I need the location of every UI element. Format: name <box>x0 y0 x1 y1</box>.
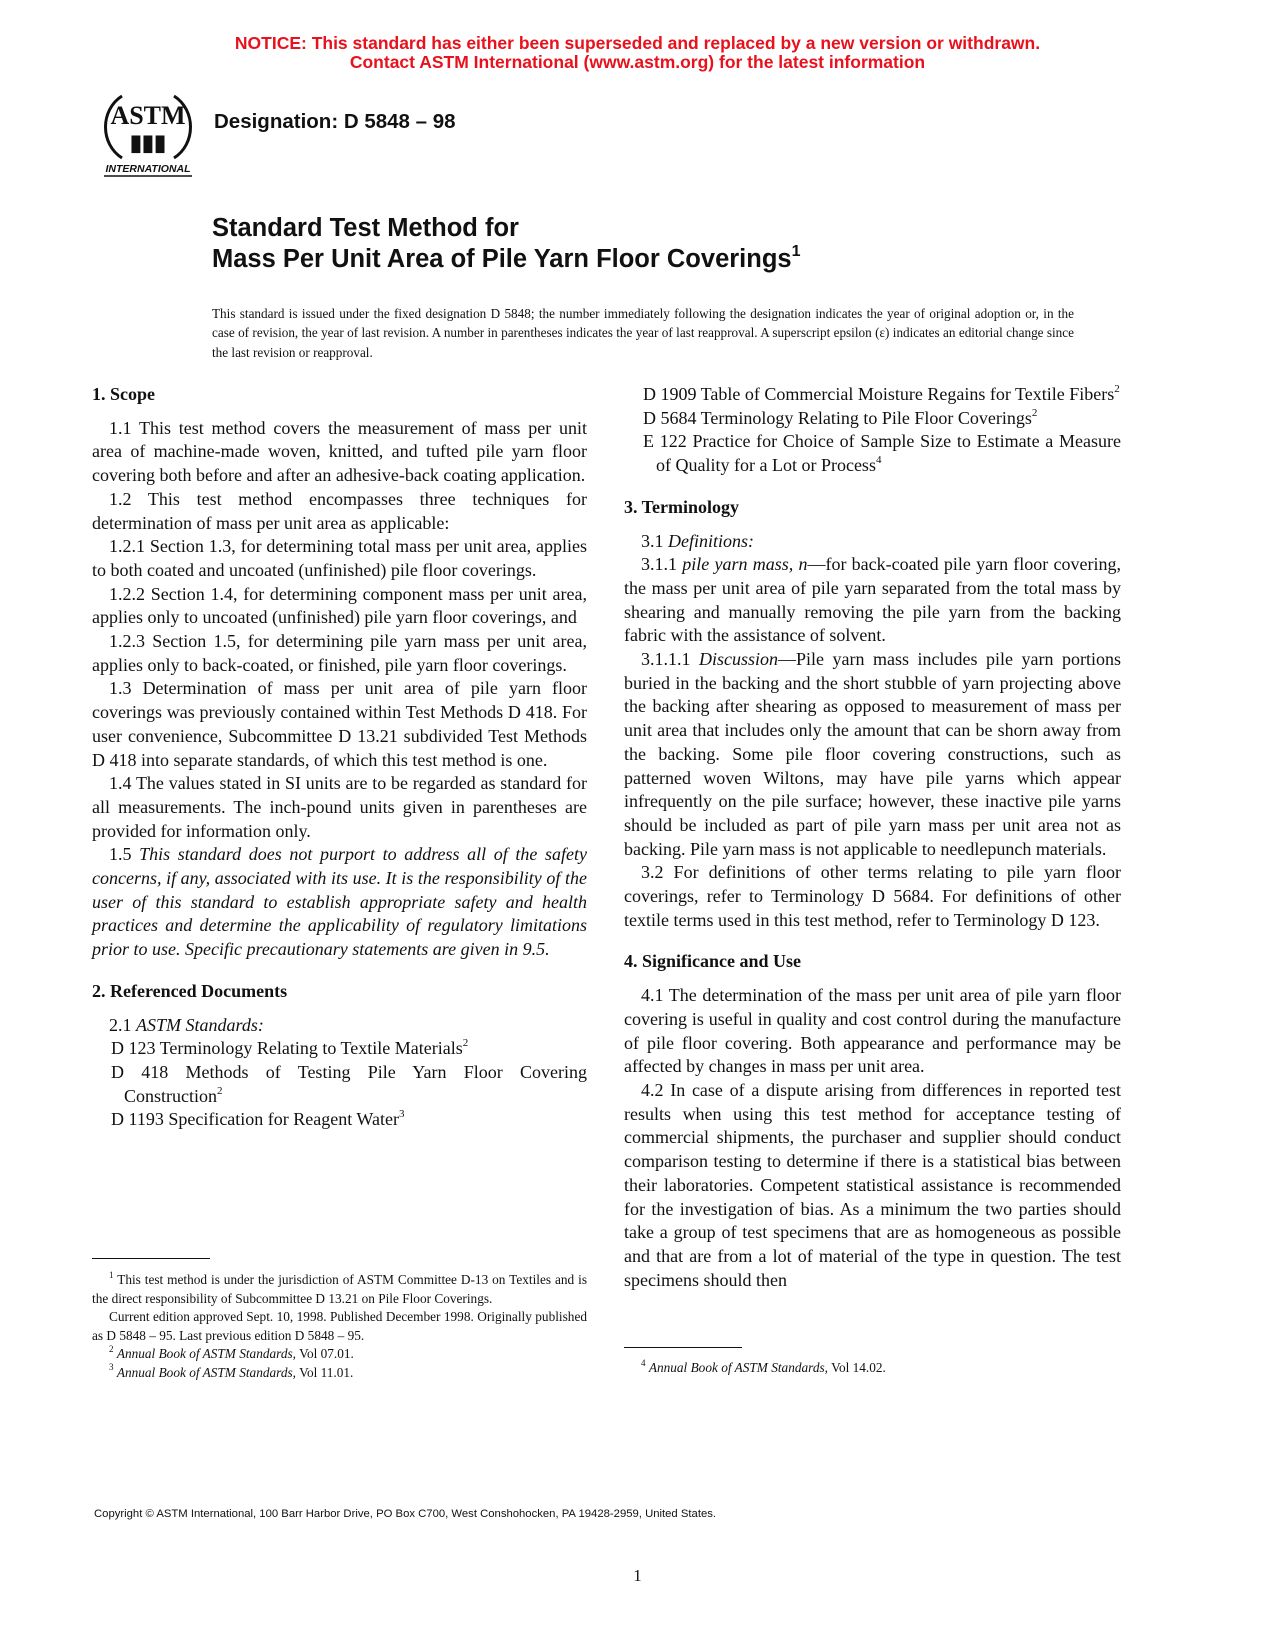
footnote-4-mark: 4 <box>641 1357 646 1368</box>
right-column <box>624 383 1121 1292</box>
ref-e122-sup: 4 <box>875 454 882 467</box>
para-3-1-1-1-term: Discussion <box>699 649 779 670</box>
title-line-2 <box>212 244 801 275</box>
astm-logo-mark <box>94 88 202 184</box>
ref-d1193 <box>92 1108 587 1132</box>
ref-d1193-sup: 3 <box>398 1108 405 1121</box>
footnote-3-book: Annual Book of ASTM Standards, <box>116 1364 296 1380</box>
footnote-2 <box>92 1345 587 1364</box>
notice-line-1: NOTICE: This standard has either been superseded and replaced by a new version or withdrawn. <box>234 33 1041 53</box>
para-1-1: 1.1 This test method covers the measurement of mass per unit area of machine-made woven, knitted, and tufted pile yarn floor covering both before and after an adhesive-back coating application. <box>92 417 587 486</box>
footnote-3 <box>92 1364 587 1383</box>
para-3-1-number: 3.1 <box>641 530 664 551</box>
title-line-1: Standard Test Method for <box>212 214 519 242</box>
logo-bottom-letters: ▮▮▮ <box>129 130 167 155</box>
footnote-4 <box>624 1359 1121 1378</box>
para-1-2-2: 1.2.2 Section 1.4, for determining component mass per unit area, applies only to uncoated (unfinished) pile yarn floor coverings, and <box>92 583 587 628</box>
para-3-1-1-1 <box>624 648 1121 861</box>
footnote-divider-right <box>624 1347 742 1348</box>
footnote-2-mark: 2 <box>109 1343 114 1354</box>
ref-d5684-sup: 2 <box>1031 406 1038 419</box>
para-3-1 <box>624 530 1121 554</box>
section-4-heading: 4. Significance and Use <box>624 951 802 972</box>
para-1-5-text: This standard does not purport to address all of the safety concerns, if any, associated with its use. It is the responsibility of the user of this standard to establish appropriate safety and health practices and determine the applicability of regulatory limitations prior to use. Specific precautionary statements are given in 9.5. <box>92 844 587 960</box>
para-1-2: 1.2 This test method encompasses three techniques for determination of mass per unit area as applicable: <box>92 488 587 533</box>
para-2-1 <box>92 1014 587 1038</box>
ref-d123-text: D 123 Terminology Relating to Textile Materials <box>111 1038 463 1059</box>
footnote-2-vol: Vol 07.01. <box>299 1346 354 1361</box>
ref-d418-sup: 2 <box>217 1084 223 1097</box>
para-1-2-3: 1.2.3 Section 1.5, for determining pile yarn mass per unit area, applies only to back-coated, or finished, pile yarn floor coverings. <box>92 631 587 675</box>
para-1-4: 1.4 The values stated in SI units are to be regarded as standard for all measurements. The inch-pound units given in parentheses are provided for information only. <box>92 773 587 841</box>
notice-line-2: Contact ASTM International (www.astm.org) for the latest information <box>349 52 926 72</box>
para-1-2-1: 1.2.1 Section 1.3, for determining total mass per unit area, applies to both coated and uncoated (unfinished) pile floor coverings. <box>92 536 587 580</box>
ref-d1909-text: D 1909 Table of Commercial Moisture Regains for Textile Fibers <box>643 384 1115 404</box>
para-3-1-1 <box>624 553 1121 648</box>
para-3-1-1-text: —for back-coated pile yarn floor covering, the mass per unit area of pile yarn separated from the total mass by shearing and manually removing the pile yarn from the backing fabric with the assistance of solvent. <box>624 554 1122 646</box>
para-2-1-number: 2.1 <box>109 1014 132 1035</box>
designation: Designation: D 5848 – 98 <box>214 110 456 133</box>
footnote-1b: Current edition approved Sept. 10, 1998. Published December 1998. Originally published as D 5848 – 95. Last previous edition D 5848 – 95. <box>92 1309 587 1343</box>
ref-d418-text: D 418 Methods of Testing Pile Yarn Floor Covering Construction <box>111 1061 587 1106</box>
footnote-1-mark: 1 <box>109 1269 114 1280</box>
para-4-1: 4.1 The determination of the mass per unit area of pile yarn floor covering is useful in quality and cost control during the manufacture of pile floor covering. Both appearance and performance may be affected by changes in mass per unit area. <box>624 985 1121 1077</box>
ref-d5684-text: D 5684 Terminology Relating to Pile Floor Coverings <box>643 407 1032 428</box>
ref-d123 <box>92 1037 587 1061</box>
left-column <box>92 383 587 1132</box>
document-title <box>212 213 801 275</box>
footnote-2-book: Annual Book of ASTM Standards, <box>116 1346 296 1361</box>
ref-d5684 <box>624 407 1121 431</box>
logo-international-text: INTERNATIONAL <box>105 163 191 175</box>
ref-e122 <box>624 430 1121 477</box>
ref-d1909-sup: 2 <box>1114 383 1120 395</box>
para-3-1-1-number: 3.1.1 <box>641 554 677 575</box>
footnote-3-mark: 3 <box>109 1362 114 1373</box>
para-3-1-1-term: pile yarn mass, n <box>682 554 808 575</box>
para-3-1-1-1-number: 3.1.1.1 <box>641 649 691 670</box>
section-2-heading: 2. Referenced Documents <box>92 980 288 1001</box>
para-1-5 <box>92 843 587 962</box>
footnote-1a <box>92 1271 587 1308</box>
title-line-2-text: Mass Per Unit Area of Pile Yarn Floor Coverings <box>212 245 792 273</box>
footnotes-right <box>624 1359 1121 1378</box>
para-3-1-1-1-text: —Pile yarn mass includes pile yarn portions buried in the backing and the short stubble of yarn projecting above the backing after shearing as opposed to measurement of mass per unit area that includes only the amount that can be shorn away from the backing. Some pile floor covering constructions, such as patterned woven Wiltons, may have pile yarns which appear infrequently on the pile surface; however, these inactive pile yarns should be included as part of pile yarn mass per unit area not as backing. Pile yarn mass is not applicable to needlepunch materials. <box>624 649 1122 859</box>
para-3-2: 3.2 For definitions of other terms relating to pile yarn floor coverings, refer to Terminology D 5684. For definitions of other textile terms used in this test method, refer to Terminology D 123. <box>624 862 1121 930</box>
footnote-1a-text: This test method is under the jurisdiction of ASTM Committee D-13 on Textiles and is the direct responsibility of Subcommittee D 13.21 on Pile Floor Coverings. <box>92 1272 587 1306</box>
footnote-divider-left <box>92 1258 210 1259</box>
section-1-heading: 1. Scope <box>92 384 155 404</box>
ref-d418 <box>92 1061 587 1108</box>
footnote-4-book: Annual Book of ASTM Standards, <box>648 1360 828 1375</box>
ref-e122-text: E 122 Practice for Choice of Sample Size to Estimate a Measure of Quality for a Lot or Process <box>643 431 1121 476</box>
preamble: This standard is issued under the fixed designation D 5848; the number immediately following the designation indicates the year of original adoption or, in the case of revision, the year of last revision. A number in parentheses indicates the year of last reapproval. A superscript epsilon (ε) indicates an editorial change since the last revision or reapproval. <box>212 306 1074 360</box>
ref-d1193-text: D 1193 Specification for Reagent Water <box>111 1109 399 1130</box>
para-2-1-text: ASTM Standards: <box>136 1014 264 1035</box>
footnote-3-vol: Vol 11.01. <box>299 1364 354 1380</box>
page-number: 1 <box>633 1566 642 1585</box>
para-4-2: 4.2 In case of a dispute arising from differences in reported test results when using this test method for acceptance testing of commercial shipments, the purchaser and supplier should conduct comparison testing to determine if there is a statistical bias between their laboratories. Competent statistical assistance is recommended for the investigation of bias. As a minimum the two parties should take a group of test specimens that are as homogeneous as possible and that are from a lot of material of the type in question. The test specimens should then <box>624 1079 1121 1290</box>
para-1-3: 1.3 Determination of mass per unit area of pile yarn floor coverings was previously contained within Test Methods D 418. For user convenience, Subcommittee D 13.21 subdivided Test Methods D 418 into separate standards, of which this test method is one. <box>92 678 587 770</box>
footnotes-left <box>92 1271 587 1382</box>
title-footnote-mark: 1 <box>791 242 801 260</box>
ref-d123-sup: 2 <box>462 1037 469 1050</box>
para-1-5-number: 1.5 <box>109 844 132 865</box>
copyright-notice: Copyright © ASTM International, 100 Barr Harbor Drive, PO Box C700, West Conshohocken, PA 19428-2959, United States. <box>94 1508 717 1520</box>
ref-d1909 <box>624 383 1121 407</box>
para-3-1-text: Definitions: <box>668 530 754 551</box>
footnote-4-vol: Vol 14.02. <box>831 1360 886 1375</box>
section-3-heading: 3. Terminology <box>624 496 740 517</box>
astm-logo <box>94 88 202 184</box>
logo-top-letters: ASTM <box>110 101 186 130</box>
